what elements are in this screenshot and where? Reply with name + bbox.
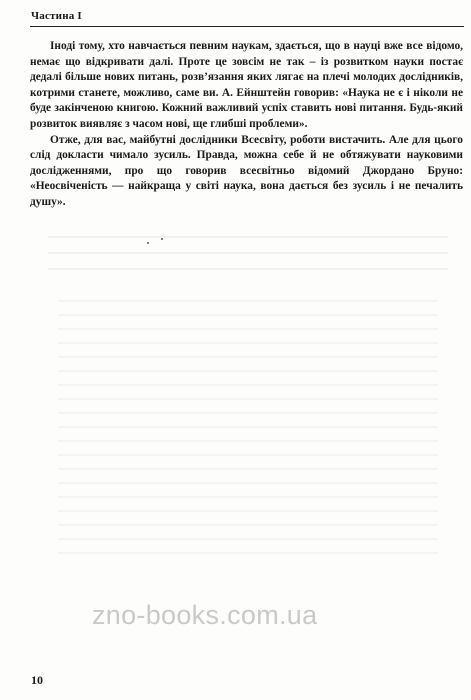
bleed-through-line — [48, 252, 448, 254]
header-divider — [30, 26, 464, 27]
chapter-title: Частина I — [31, 10, 82, 22]
bleed-through-line — [48, 236, 448, 238]
watermark: zno-books.com.ua — [92, 600, 318, 630]
speck-mark — [161, 238, 163, 240]
bleed-through-text — [58, 300, 438, 560]
bleed-through-line — [48, 268, 448, 270]
paragraph-2: Отже, для вас, майбутні дослідники Всесвіту, роботи вистачить. Але для цього слід докласти чимало зусиль. Правда, можна себе й не обтяжувати науковими дослідженнями, про що говорив всесвітньо відомий Джордано Бруно: «Неосвіченість — найкраща у світі наука, вона дається без зусиль і не печалить душу». — [30, 133, 463, 208]
body-text — [30, 39, 463, 211]
page-number: 10 — [31, 673, 43, 687]
speck-mark — [147, 242, 149, 244]
paragraph-1: Іноді тому, хто навчається певним наукам, здається, що в науці вже все відомо, немає що відкривати далі. Проте це зовсім не так – із розвитком науки постає дедалі більше нових питань, розв’язання яких лягає на плечі молодих дослідників, котрими станете, можливо, саме ви. А. Ейнштейн говорив: «Наука не є і ніколи не буде закінченою книгою. Кожний важливий успіх ставить нові питання. Будь-який розвиток виявляє з часом нові, ще глибші проблеми». — [30, 40, 463, 130]
